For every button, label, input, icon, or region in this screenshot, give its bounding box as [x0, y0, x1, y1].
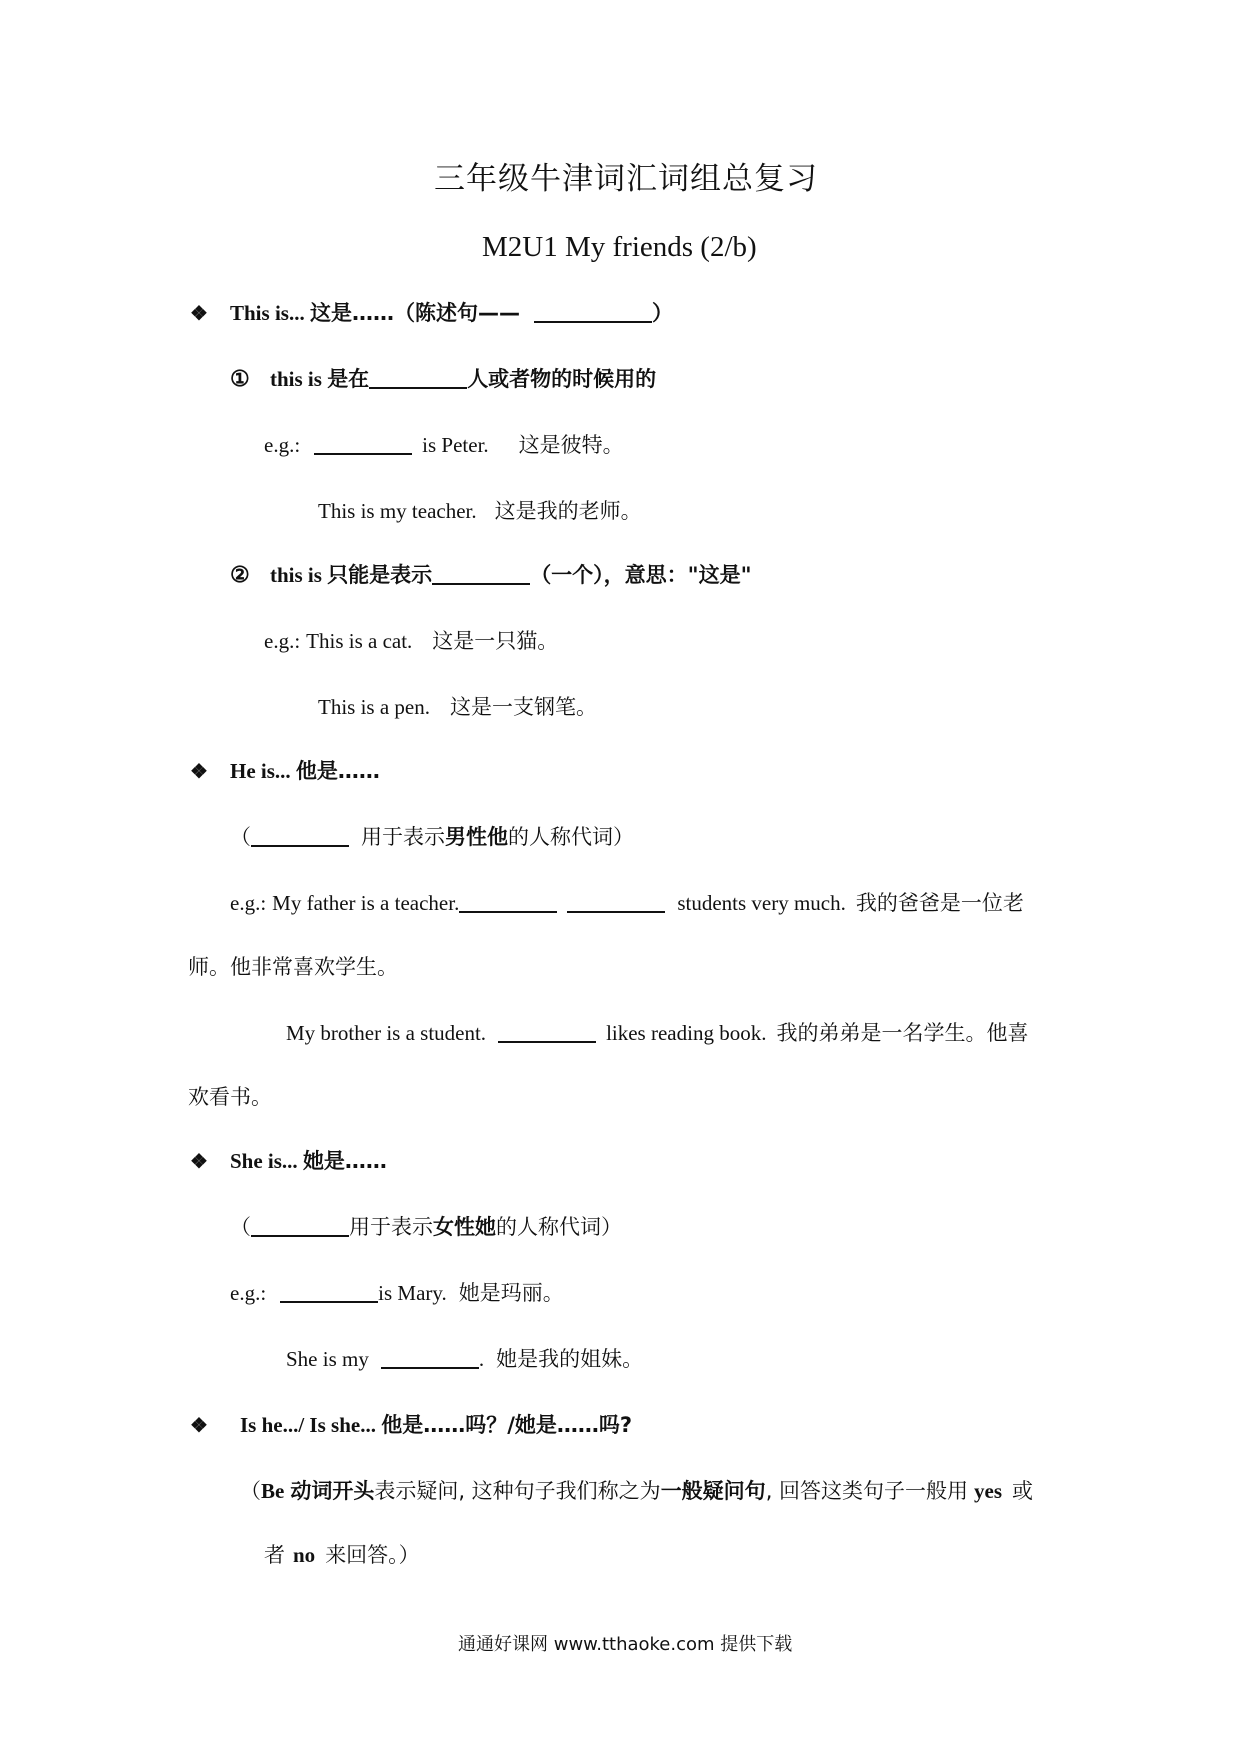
circled-two-icon: ② — [230, 562, 250, 587]
example-line-cont — [188, 1082, 272, 1112]
note-bold-2: 一般疑问句 — [660, 1479, 766, 1503]
point-en: this is — [270, 367, 322, 391]
section-en: This is... — [230, 301, 305, 325]
circled-one-icon: ① — [230, 366, 250, 391]
example-label: e.g.: — [264, 433, 301, 457]
section-cn: 他是…… — [295, 759, 380, 783]
point-cn-1: 只能是表示 — [327, 563, 433, 587]
example-line-cont — [188, 952, 398, 982]
example-en: is Peter. — [422, 433, 489, 457]
example-cn-1: 我的爸爸是一位老 — [855, 891, 1024, 915]
example-en: is Mary. — [378, 1281, 447, 1305]
example-en-2: . — [478, 1347, 485, 1371]
diamond-bullet-icon: ❖ — [190, 303, 208, 325]
page-footer: 通通好课网 www.tthaoke.com 提供下载 — [458, 1634, 793, 1655]
section-note — [230, 822, 634, 852]
example-en-2: students very much. — [677, 891, 846, 915]
example-en-1: She is my — [286, 1347, 369, 1371]
fill-blank — [314, 431, 412, 455]
example-line — [318, 496, 642, 526]
example-cn: 这是我的老师。 — [494, 499, 642, 523]
fill-blank — [369, 365, 467, 389]
example-cn-1: 我的弟弟是一名学生。他喜 — [776, 1021, 1029, 1045]
document-title: 三年级牛津词汇词组总复习 — [434, 161, 818, 197]
example-line — [318, 692, 597, 722]
example-en: This is a cat. — [306, 629, 413, 653]
example-cn: 她是玛丽。 — [458, 1281, 564, 1305]
section-close: ） — [651, 301, 673, 325]
example-en: This is my teacher. — [318, 499, 477, 523]
fill-blank — [534, 299, 652, 323]
note-yes: yes — [974, 1479, 1003, 1503]
example-cn: 这是彼特。 — [518, 433, 624, 457]
example-line — [230, 1278, 564, 1308]
example-en-2: likes reading book. — [606, 1021, 767, 1045]
section-en: She is... — [230, 1149, 298, 1173]
diamond-bullet-icon: ❖ — [190, 761, 208, 783]
example-cn: 她是我的姐妹。 — [496, 1347, 644, 1371]
example-cn: 这是一支钢笔。 — [449, 695, 597, 719]
section-note — [230, 1212, 622, 1242]
section-note-cont — [264, 1540, 420, 1570]
example-cn-2: 欢看书。 — [188, 1085, 272, 1109]
fill-blank — [280, 1279, 378, 1303]
section-cn-1: 他是……吗？/她是……吗? — [381, 1413, 633, 1437]
section-note — [240, 1476, 1033, 1506]
diamond-bullet-icon: ❖ — [190, 1151, 208, 1173]
fill-blank — [432, 561, 530, 585]
example-line — [264, 626, 558, 656]
fill-blank — [251, 1213, 349, 1237]
example-line — [264, 430, 624, 460]
point-cn-2: 人或者物的时候用的 — [467, 367, 657, 391]
section-cn: 她是…… — [302, 1149, 387, 1173]
note-cn-1: 用于表示 — [361, 825, 445, 849]
section-he-is — [190, 756, 380, 787]
point-en: this is — [270, 563, 322, 587]
fill-blank — [381, 1345, 479, 1369]
example-en-1: My father is a teacher. — [272, 891, 460, 915]
example-line — [286, 1344, 643, 1374]
example-label: e.g.: — [230, 891, 267, 915]
point-cn-2: （一个），意思："这是" — [530, 563, 752, 587]
example-en-1: My brother is a student. — [286, 1021, 487, 1045]
note-text-3: 或 — [1012, 1479, 1034, 1503]
note-cn-2: 女性她 — [433, 1215, 496, 1239]
section-en: He is... — [230, 759, 291, 783]
example-cn-2: 师。他非常喜欢学生。 — [188, 955, 398, 979]
note-be: Be — [261, 1479, 285, 1503]
example-cn: 这是一只猫。 — [432, 629, 559, 653]
example-label: e.g.: — [230, 1281, 267, 1305]
note-open: （ — [240, 1479, 261, 1503]
section-this-is — [190, 298, 673, 329]
section-she-is — [190, 1146, 387, 1177]
point-1 — [230, 364, 656, 394]
note-text-1: 表示疑问, 这种句子我们称之为 — [374, 1479, 661, 1503]
diamond-bullet-icon: ❖ — [190, 1415, 208, 1437]
fill-blank — [459, 889, 557, 913]
note-text-5: 来回答。） — [325, 1543, 420, 1567]
note-cn-1: 用于表示 — [349, 1215, 433, 1239]
fill-blank — [251, 823, 349, 847]
document-subtitle: M2U1 My friends (2/b) — [482, 231, 757, 263]
example-en: This is a pen. — [318, 695, 430, 719]
point-2 — [230, 560, 752, 590]
note-open: （ — [230, 825, 251, 849]
note-cn-2: 男性他 — [445, 825, 508, 849]
note-bold-1: 动词开头 — [290, 1479, 375, 1503]
example-line — [230, 888, 1024, 918]
example-label: e.g.: — [264, 629, 301, 653]
example-line — [286, 1018, 1028, 1048]
section-is-he-is-she — [190, 1410, 632, 1441]
note-open: （ — [230, 1215, 251, 1239]
point-cn-1: 是在 — [327, 367, 370, 391]
note-cn-3: 的人称代词） — [496, 1215, 622, 1239]
fill-blank — [498, 1019, 596, 1043]
note-cn-3: 的人称代词） — [508, 825, 634, 849]
note-text-2: , 回答这类句子一般用 — [765, 1479, 969, 1503]
note-text-4: 者 — [264, 1543, 285, 1567]
section-en-1: Is he.../ Is she... — [240, 1413, 376, 1437]
section-cn: 这是……（陈述句—— — [309, 301, 520, 325]
fill-blank — [567, 889, 665, 913]
note-no: no — [293, 1543, 316, 1567]
